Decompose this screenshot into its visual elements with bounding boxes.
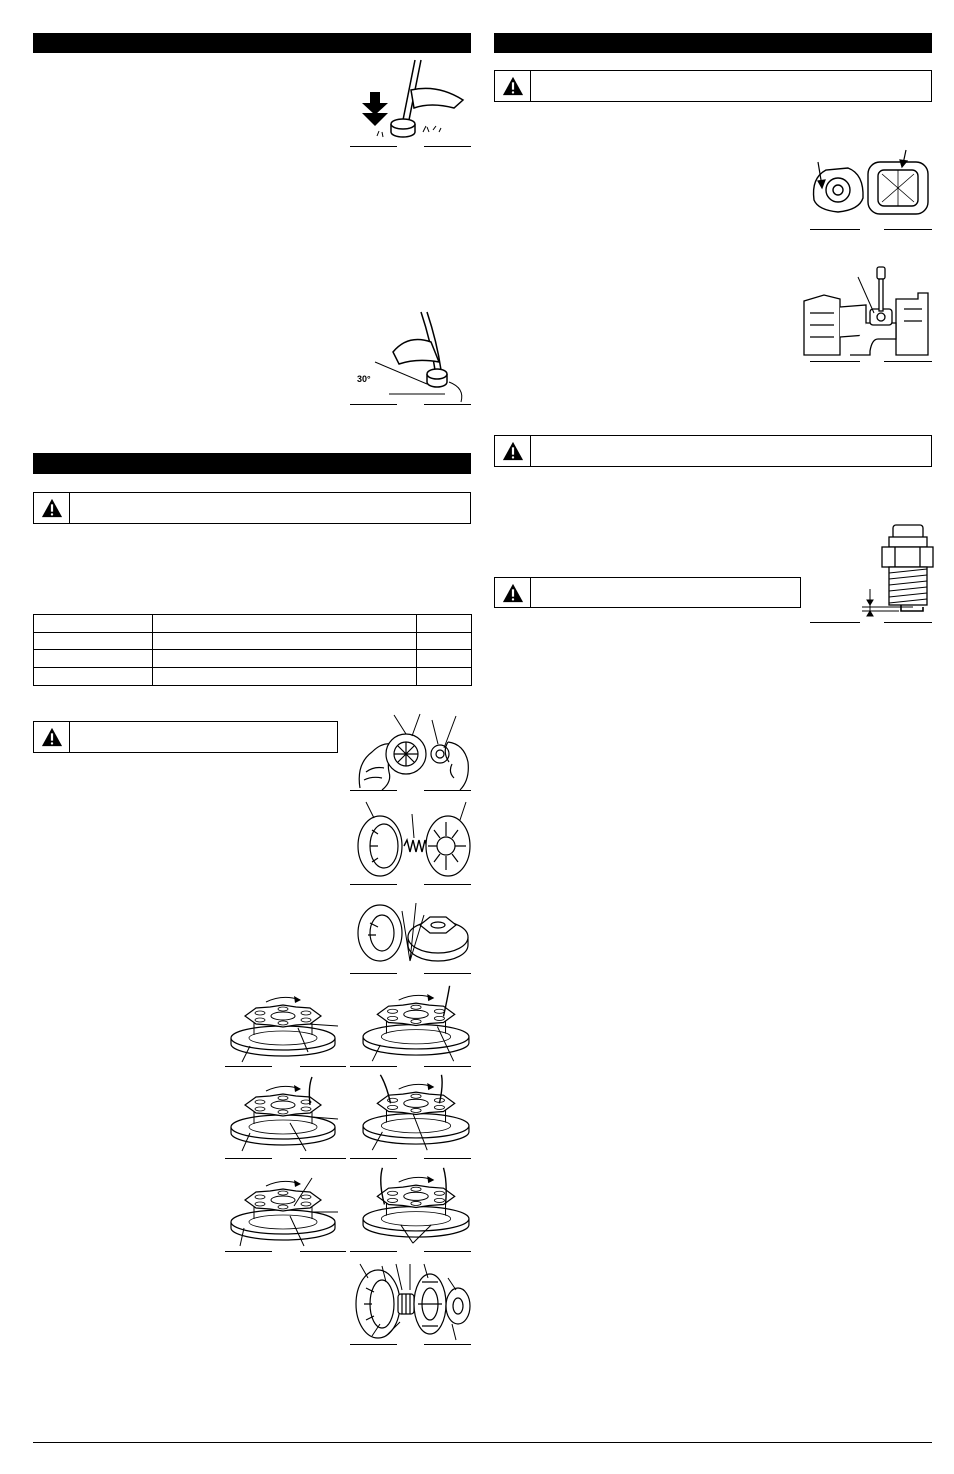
air-filter-housing (868, 162, 928, 214)
figure-caption-line (300, 1066, 346, 1067)
table-cell (417, 650, 472, 668)
spool-parts-spring-illustration (352, 800, 472, 884)
spark-plug (882, 525, 933, 611)
figure-caption-line (884, 622, 932, 623)
figure-caption-line (300, 1158, 346, 1159)
screwdriver (877, 267, 885, 311)
spool-winding-step-illustration (228, 1172, 338, 1247)
table-header-row (34, 615, 472, 633)
figure-caption-line (350, 1066, 397, 1067)
spool-cover (358, 816, 402, 876)
carburetor-adjustment-illustration (800, 265, 933, 360)
spool-drawing (363, 1083, 469, 1144)
spool-housing (386, 734, 426, 774)
angle-label: 30° (357, 374, 371, 384)
specification-table (33, 614, 472, 686)
figure-caption-line (350, 790, 397, 791)
figure-caption-line (884, 229, 932, 230)
figure-caption-line (810, 622, 860, 623)
warning-box (494, 70, 932, 102)
warning-icon-cell (34, 722, 70, 752)
warning-text (531, 436, 931, 466)
section-header-bar-right-top (494, 33, 932, 53)
warning-triangle-icon (501, 75, 525, 97)
figure-caption-line (350, 1344, 397, 1345)
spool-ring (431, 745, 449, 763)
section-header-bar-left-top (33, 33, 471, 53)
figure-caption-line (225, 1251, 272, 1252)
cutting-guard (393, 340, 439, 364)
spool-drawing (231, 996, 335, 1056)
warning-text (70, 493, 470, 523)
warning-triangle-icon (40, 726, 64, 748)
spool-cover (358, 905, 402, 961)
figure-caption-line (884, 361, 932, 362)
figure-caption-line (424, 1344, 471, 1345)
spark-plug-gap-illustration (855, 523, 934, 620)
section-header-bar-left-middle (33, 453, 471, 474)
figure-caption-line (350, 146, 397, 147)
warning-triangle-icon (501, 582, 525, 604)
spool-cap (446, 1288, 470, 1324)
warning-box (33, 721, 338, 753)
bump-feed-illustration (353, 58, 471, 146)
footer-rule (33, 1442, 932, 1443)
figure-caption-line (225, 1158, 272, 1159)
table-row (34, 668, 472, 686)
engine-housing (804, 293, 928, 355)
air-filter-illustration (808, 148, 933, 228)
spool-assembly-illustration (352, 1262, 472, 1344)
figure-caption-line (810, 229, 860, 230)
trimmer-head (427, 369, 447, 387)
spool-halves-illustration (352, 893, 472, 973)
figure-caption-line (350, 1158, 397, 1159)
spool-winding-step-illustration (228, 1077, 338, 1152)
table-cell (417, 668, 472, 686)
spool-drawing (231, 1180, 335, 1240)
spool-winding-step-illustration (360, 1074, 472, 1152)
trimmer-head (391, 119, 415, 137)
table-row (34, 633, 472, 650)
table-cell (417, 633, 472, 650)
warning-triangle-icon (501, 440, 525, 462)
table-cell (34, 668, 153, 686)
angle-lines (375, 362, 462, 402)
figure-caption-line (424, 404, 471, 405)
cutting-guard (411, 88, 463, 108)
figure-caption-line (424, 884, 471, 885)
table-cell (34, 633, 153, 650)
spool-gear (414, 1274, 446, 1334)
figure-caption-line (424, 146, 471, 147)
figure-caption-line (225, 1066, 272, 1067)
figure-caption-line (424, 1251, 471, 1252)
spool-gear (426, 816, 470, 876)
warning-text (531, 71, 931, 101)
spring-hub (398, 1294, 414, 1314)
figure-caption-line (300, 1251, 346, 1252)
warning-icon-cell (34, 493, 70, 523)
table-cell (153, 650, 417, 668)
table-row (34, 650, 472, 668)
warning-box (494, 435, 932, 467)
figure-caption-line (350, 973, 397, 974)
air-filter-cover (814, 168, 864, 212)
table-cell (153, 633, 417, 650)
spool-drawing (363, 994, 469, 1055)
down-arrow-icon (362, 92, 388, 126)
figure-caption-line (424, 973, 471, 974)
table-cell (34, 615, 153, 633)
spool-removal-hands-illustration (352, 712, 472, 790)
spool-winding-step-illustration (228, 988, 338, 1063)
spool-drawing (231, 1085, 335, 1145)
figure-caption-line (810, 361, 860, 362)
figure-caption-line (424, 1158, 471, 1159)
spool-drawing (363, 1176, 469, 1237)
warning-box (494, 577, 801, 608)
warning-triangle-icon (40, 497, 64, 519)
right-hand (445, 742, 468, 790)
figure-caption-line (350, 1251, 397, 1252)
figure-caption-line (424, 1066, 471, 1067)
table-cell (34, 650, 153, 668)
warning-text (531, 578, 800, 607)
warning-icon-cell (495, 71, 531, 101)
figure-caption-line (350, 404, 397, 405)
figure-caption-line (424, 790, 471, 791)
spool-winding-step-illustration (360, 985, 472, 1063)
figure-caption-line (350, 884, 397, 885)
spool-winding-step-illustration (360, 1167, 472, 1245)
warning-text (70, 722, 337, 752)
table-cell (153, 668, 417, 686)
warning-icon-cell (495, 436, 531, 466)
warning-icon-cell (495, 578, 531, 607)
cutting-angle-illustration (353, 312, 471, 404)
table-cell (153, 615, 417, 633)
warning-box (33, 492, 471, 524)
table-cell (417, 615, 472, 633)
